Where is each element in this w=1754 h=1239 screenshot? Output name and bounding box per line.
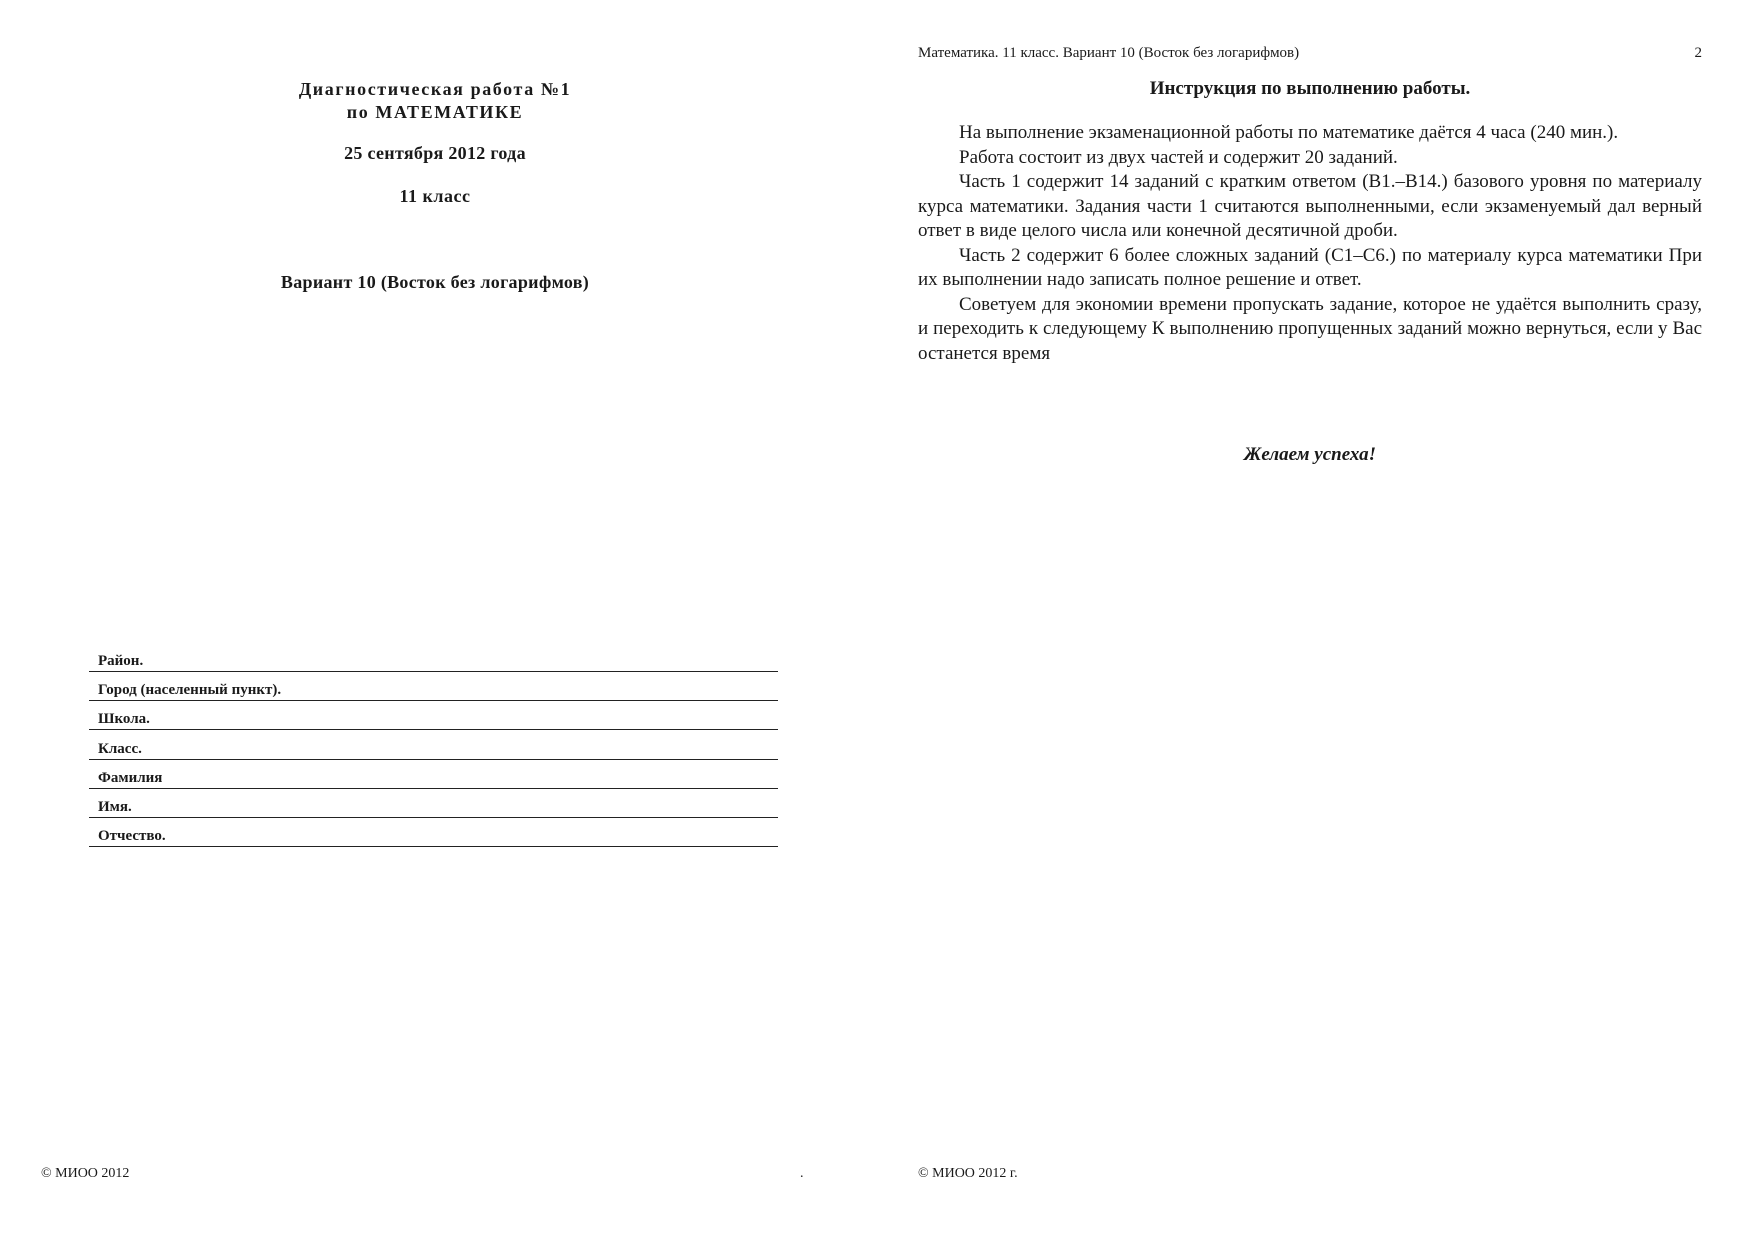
surname-label: Фамилия bbox=[98, 769, 163, 786]
district-label: Район. bbox=[98, 653, 144, 669]
page-number: 2 bbox=[1694, 45, 1702, 61]
right-footer-copyright: © МИОО 2012 г. bbox=[918, 1166, 1018, 1181]
patronymic-field[interactable] bbox=[89, 819, 778, 847]
surname-field[interactable] bbox=[89, 761, 778, 789]
instruction-body bbox=[918, 121, 1702, 366]
running-head: Математика. 11 класс. Вариант 10 (Восток без логарифмов) bbox=[918, 45, 1300, 61]
instruction-paragraph: Часть 2 содержит 6 более сложных заданий (С1–С6.) по материалу курса математики При их выполнении надо записать полное решение и ответ. bbox=[918, 244, 1702, 290]
city-label: Город (населенный пункт). bbox=[98, 682, 282, 699]
grade-label: 11 класс bbox=[399, 186, 471, 206]
instruction-paragraph: Часть 1 содержит 14 заданий с кратким ответом (В1.–В14.) базового уровня по материалу курса математики. Задания части 1 считаются выполненными, если экзаменуемый дал верный ответ в виде целого числа или конечной десятичной дроби. bbox=[918, 171, 1702, 241]
variant-label: Вариант 10 (Восток без логарифмов) bbox=[280, 272, 590, 292]
school-field[interactable] bbox=[89, 702, 778, 730]
district-field[interactable] bbox=[89, 644, 778, 672]
patronymic-label: Отчество. bbox=[98, 828, 166, 845]
title-line-2: по МАТЕМАТИКЕ bbox=[346, 102, 524, 122]
instruction-paragraph: Советуем для экономии времени пропускать задание, которое не удаётся выполнить сразу, и переходить к следующему К выполнению пропущенных заданий можно вернуться, если у Вас останется время bbox=[918, 293, 1702, 364]
student-info-form bbox=[89, 644, 778, 848]
city-field[interactable] bbox=[89, 673, 778, 701]
exam-date: 25 сентября 2012 года bbox=[344, 143, 526, 163]
instruction-paragraph: На выполнение экзаменационной работы по математике даётся 4 часа (240 мин.). bbox=[959, 122, 1619, 143]
class-field[interactable] bbox=[89, 732, 778, 760]
closing-wish: Желаем успеха! bbox=[1243, 444, 1377, 465]
right-page bbox=[877, 0, 1754, 1239]
work-title bbox=[0, 78, 870, 124]
title-line-1: Диагностическая работа №1 bbox=[298, 79, 572, 99]
instruction-title: Инструкция по выполнению работы. bbox=[1149, 78, 1471, 99]
first-name-label: Имя. bbox=[98, 798, 132, 815]
first-name-field[interactable] bbox=[89, 790, 778, 818]
left-footer-copyright: © МИОО 2012 bbox=[41, 1166, 130, 1181]
left-footer-dot: . bbox=[800, 1166, 804, 1181]
class-label: Класс. bbox=[98, 740, 142, 757]
instruction-paragraph: Работа состоит из двух частей и содержит 20 заданий. bbox=[959, 146, 1398, 168]
school-label: Школа. bbox=[98, 711, 150, 728]
